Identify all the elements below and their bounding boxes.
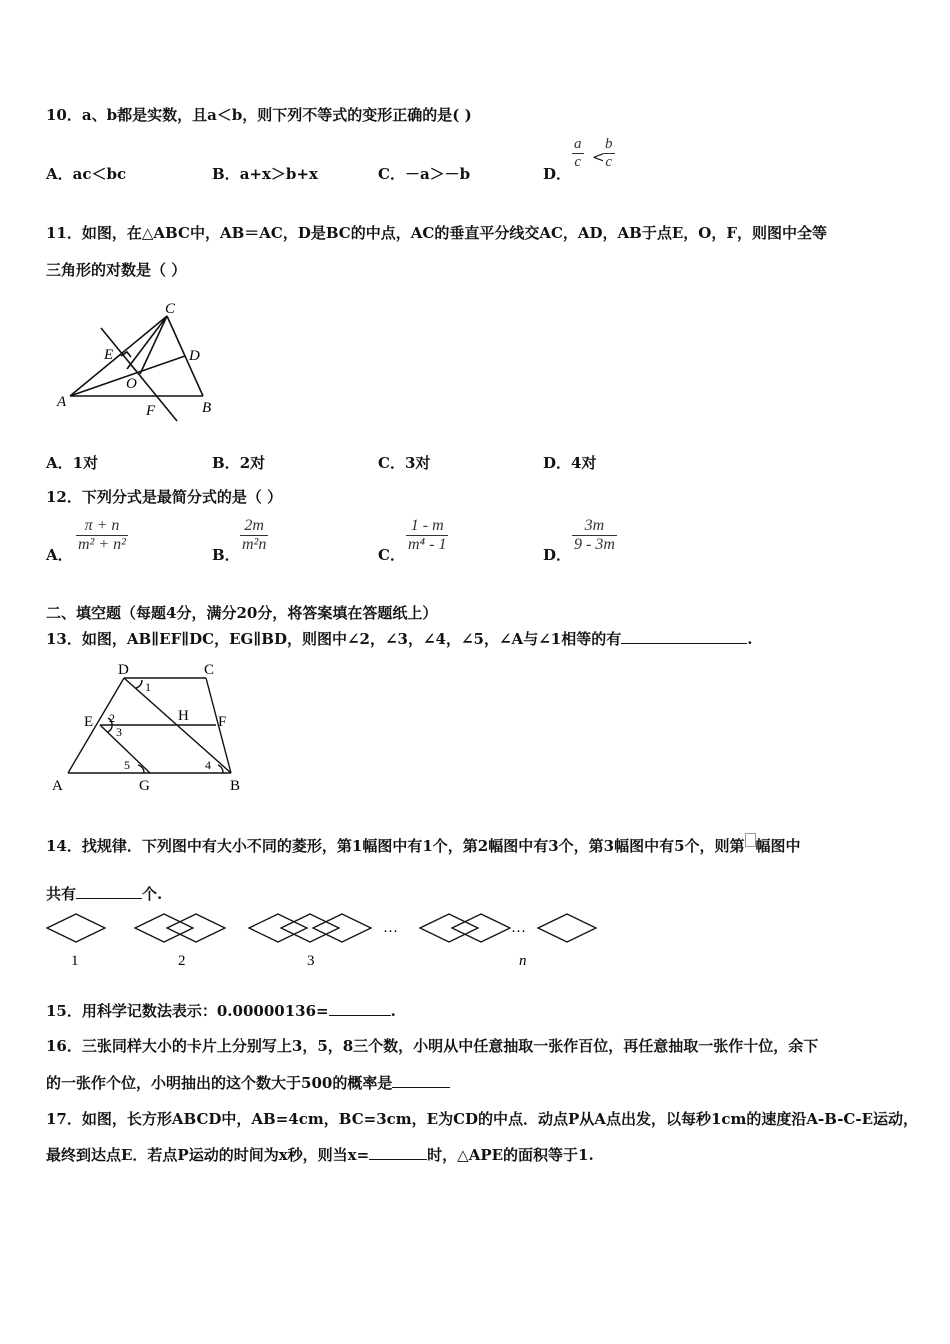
- q10-fraction-b-over-c: $\frac{b}{c}$: [605, 136, 613, 170]
- q10-option-c: C．－a＞－b: [378, 165, 471, 183]
- q10-option-a: A．ac＜bc: [46, 165, 127, 183]
- q11-stem-line1: 11．如图，在△ABC中，AB＝AC，D是BC的中点，AC的垂直平分线交AC，AD，AB于点E，O，F，则图中全等: [46, 224, 828, 242]
- q17-answer-blank: [369, 1145, 427, 1160]
- q14-ellipsis-2: …: [511, 920, 526, 936]
- q10-fraction-a-over-c: $\frac{a}{c}$: [574, 136, 582, 170]
- q12-fraction-b: $\frac{2m}{\text{m²n}}$: [242, 517, 267, 553]
- q12-stem: 12．下列分式是最简分式的是（ ）: [46, 488, 283, 506]
- q14-label-2: 2: [178, 953, 186, 969]
- q11-option-d: D．4对: [543, 454, 597, 472]
- q13-angle-3: 3: [116, 725, 122, 739]
- q11-label-o: O: [126, 376, 137, 392]
- q13-label-f: F: [218, 714, 227, 730]
- q11-triangle-figure: [55, 296, 235, 422]
- q10-less-than: <: [592, 148, 605, 166]
- q12-option-a-label: A．: [46, 546, 73, 564]
- q14-label-3: 3: [307, 953, 315, 969]
- q12-option-d-label: D．: [543, 546, 572, 564]
- q12-fraction-c: $\frac{1 - m}{\text{m⁴ - 1}}$: [408, 517, 447, 553]
- q13-trapezoid-figure: [46, 658, 251, 798]
- q13-label-c: C: [204, 662, 215, 678]
- q11-option-a: A．1对: [46, 454, 99, 472]
- q13-stem: 13．如图，AB∥EF∥DC，EG∥BD，则图中∠2，∠3，∠4，∠5，∠A与∠1相等的有 .: [46, 630, 753, 648]
- q14-placeholder-box: [745, 833, 756, 847]
- q11-label-b: B: [202, 400, 212, 416]
- q11-label-d: D: [189, 348, 200, 364]
- q17-stem-line1: 17．如图，长方形ABCD中，AB=4cm，BC=3cm，E为CD的中点．动点P从A点出发，以每秒1cm的速度沿A-B-C-E运动，: [46, 1110, 919, 1128]
- q13-angle-5: 5: [124, 758, 130, 772]
- q11-label-f: F: [146, 403, 156, 419]
- section2-title: 二、填空题（每题4分，满分20分，将答案填在答题纸上）: [46, 604, 438, 622]
- q12-option-b-label: B．: [212, 546, 240, 564]
- q10-option-b: B．a+x＞b+x: [212, 165, 318, 183]
- q13-answer-blank: [621, 629, 747, 644]
- q13-label-g: G: [139, 778, 150, 794]
- q11-option-c: C．3对: [378, 454, 431, 472]
- q12-fraction-a: $\frac{\pi + n}{\text{m² + n²}}$: [78, 517, 126, 553]
- q11-label-c: C: [165, 301, 176, 317]
- q13-angle-1: 1: [145, 680, 151, 694]
- q14-ellipsis-1: …: [383, 920, 398, 936]
- q11-option-b: B．2对: [212, 454, 266, 472]
- q12-option-c-label: C．: [378, 546, 405, 564]
- q16-stem-line2: 的一张作个位，小明抽出的这个数大于500的概率是: [46, 1072, 450, 1093]
- q13-angle-4: 4: [205, 758, 211, 772]
- q10-option-d-label: D．: [543, 165, 572, 183]
- q13-label-e: E: [84, 714, 94, 730]
- q16-stem-line1: 16．三张同样大小的卡片上分别写上3，5，8三个数，小明从中任意抽取一张作百位，再任意抽取一张作十位，余下: [46, 1037, 819, 1055]
- q14-label-1: 1: [71, 953, 79, 969]
- q13-label-a: A: [52, 778, 63, 794]
- q14-answer-blank: [76, 884, 142, 899]
- q13-label-b: B: [230, 778, 241, 794]
- q15-answer-blank: [329, 1001, 391, 1016]
- q14-stem-line2: 共有 个.: [46, 885, 163, 903]
- q12-fraction-d: $\frac{3m}{9 - 3m}$: [574, 517, 615, 553]
- q11-label-a: A: [57, 394, 67, 410]
- q14-rhombus-pattern: [40, 908, 610, 974]
- q11-label-e: E: [104, 347, 114, 363]
- q13-angle-2: 2: [109, 711, 115, 725]
- q11-stem-line2: 三角形的对数是（ ）: [46, 261, 187, 279]
- q10-stem: 10．a、b都是实数，且a＜b，则下列不等式的变形正确的是( ): [46, 106, 472, 124]
- q16-answer-blank: [392, 1073, 450, 1088]
- q15-stem: 15．用科学记数法表示：0.00000136= .: [46, 1002, 396, 1020]
- q13-label-d: D: [118, 662, 129, 678]
- q17-stem-line2: 最终到达点E．若点P运动的时间为x秒，则当x= 时，△APE的面积等于1.: [46, 1146, 594, 1164]
- q14-stem-line1: 14．找规律．下列图中有大小不同的菱形，第1幅图中有1个，第2幅图中有3个，第3幅图中有5个，则第 幅图中: [46, 835, 801, 856]
- q14-label-n: n: [519, 953, 527, 969]
- q13-label-h: H: [178, 708, 189, 724]
